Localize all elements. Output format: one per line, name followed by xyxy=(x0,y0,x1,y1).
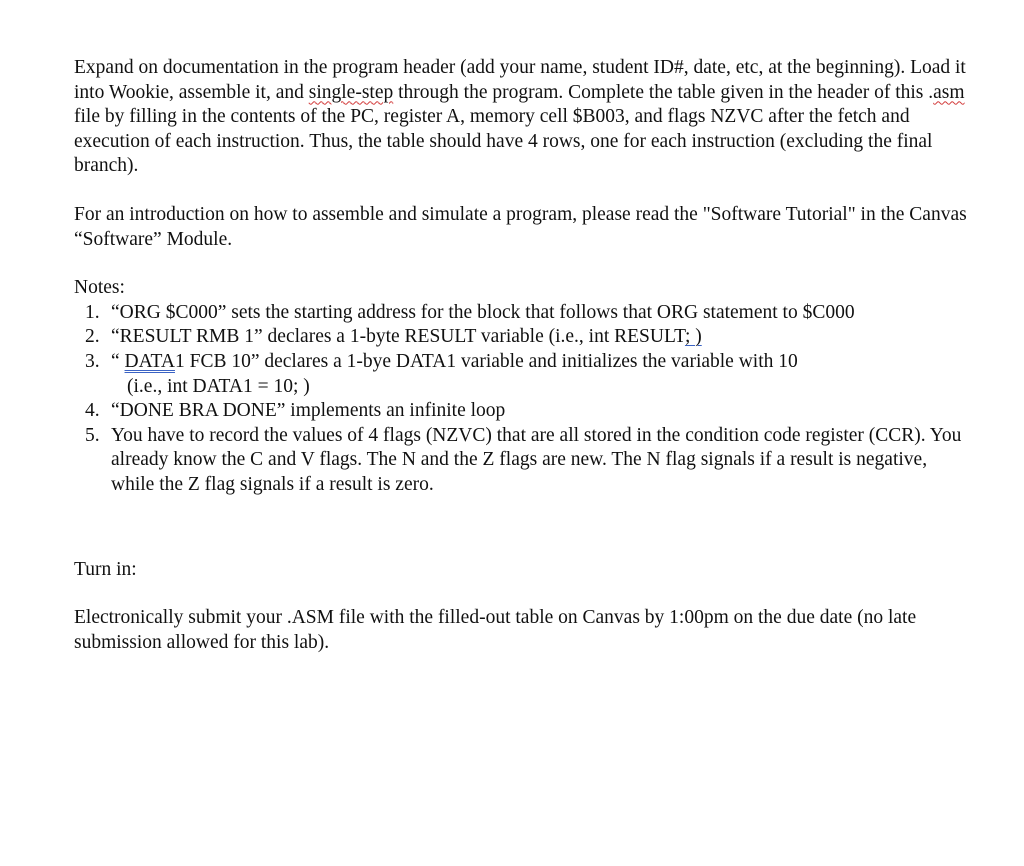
document-page xyxy=(74,56,974,655)
intro-paragraph xyxy=(74,56,974,179)
single-step-word: single-step xyxy=(308,81,394,103)
intro-text-a: Expand on documentation in the program header (add your name, student ID#, date, etc, at the beginning). Load it into Wookie, assemble it, and xyxy=(74,57,966,103)
note-number: 3. xyxy=(85,350,100,372)
note-continuation: (i.e., int DATA1 = 10; ) xyxy=(127,375,310,397)
intro-text-b: through the program. Complete the table given in the header of this . xyxy=(393,81,934,103)
note-number: 1. xyxy=(85,301,100,323)
note-text: 1 FCB 10” declares a 1-bye DATA1 variable and initializes the variable with 10 xyxy=(174,350,798,372)
grammar-mark: DATA xyxy=(124,350,175,372)
note-number: 2. xyxy=(85,326,100,348)
note-text: You have to record the values of 4 flags (NZVC) that are all stored in the condition code register (CCR). You already know the C and V flags. The N and the Z flags are new. The N flag signals if a result is negative, while the Z flag signals if a result is zero. xyxy=(111,424,962,495)
note-text-pre: “ xyxy=(111,350,125,372)
note-item-5 xyxy=(74,424,974,498)
note-item-3 xyxy=(74,350,974,399)
notes-heading: Notes: xyxy=(74,277,125,299)
note-item-1 xyxy=(74,301,974,326)
note-text: “DONE BRA DONE” implements an infinite loop xyxy=(111,400,506,422)
grammar-mark: ; ) xyxy=(684,326,702,348)
turn-in-heading: Turn in: xyxy=(74,558,137,580)
notes-list xyxy=(74,301,974,498)
note-text: “ORG $C000” sets the starting address for the block that follows that ORG statement to $C000 xyxy=(111,301,855,323)
intro-text-c: file by filling in the contents of the PC, register A, memory cell $B003, and flags NZVC after the fetch and execution of each instruction. Thus, the table should have 4 rows, one for each instruction (excluding the final branch). xyxy=(74,106,933,177)
note-item-2 xyxy=(74,325,974,350)
note-item-4 xyxy=(74,399,974,424)
note-number: 4. xyxy=(85,400,100,422)
tutorial-paragraph: For an introduction on how to assemble and simulate a program, please read the "Software Tutorial" in the Canvas “Software” Module. xyxy=(74,203,967,250)
asm-word: asm xyxy=(933,81,965,103)
note-number: 5. xyxy=(85,424,100,446)
turn-in-paragraph: Electronically submit your .ASM file with the filled-out table on Canvas by 1:00pm on the due date (no late submission allowed for this lab). xyxy=(74,607,917,653)
note-text: “RESULT RMB 1” declares a 1-byte RESULT variable (i.e., int RESULT xyxy=(111,326,685,348)
